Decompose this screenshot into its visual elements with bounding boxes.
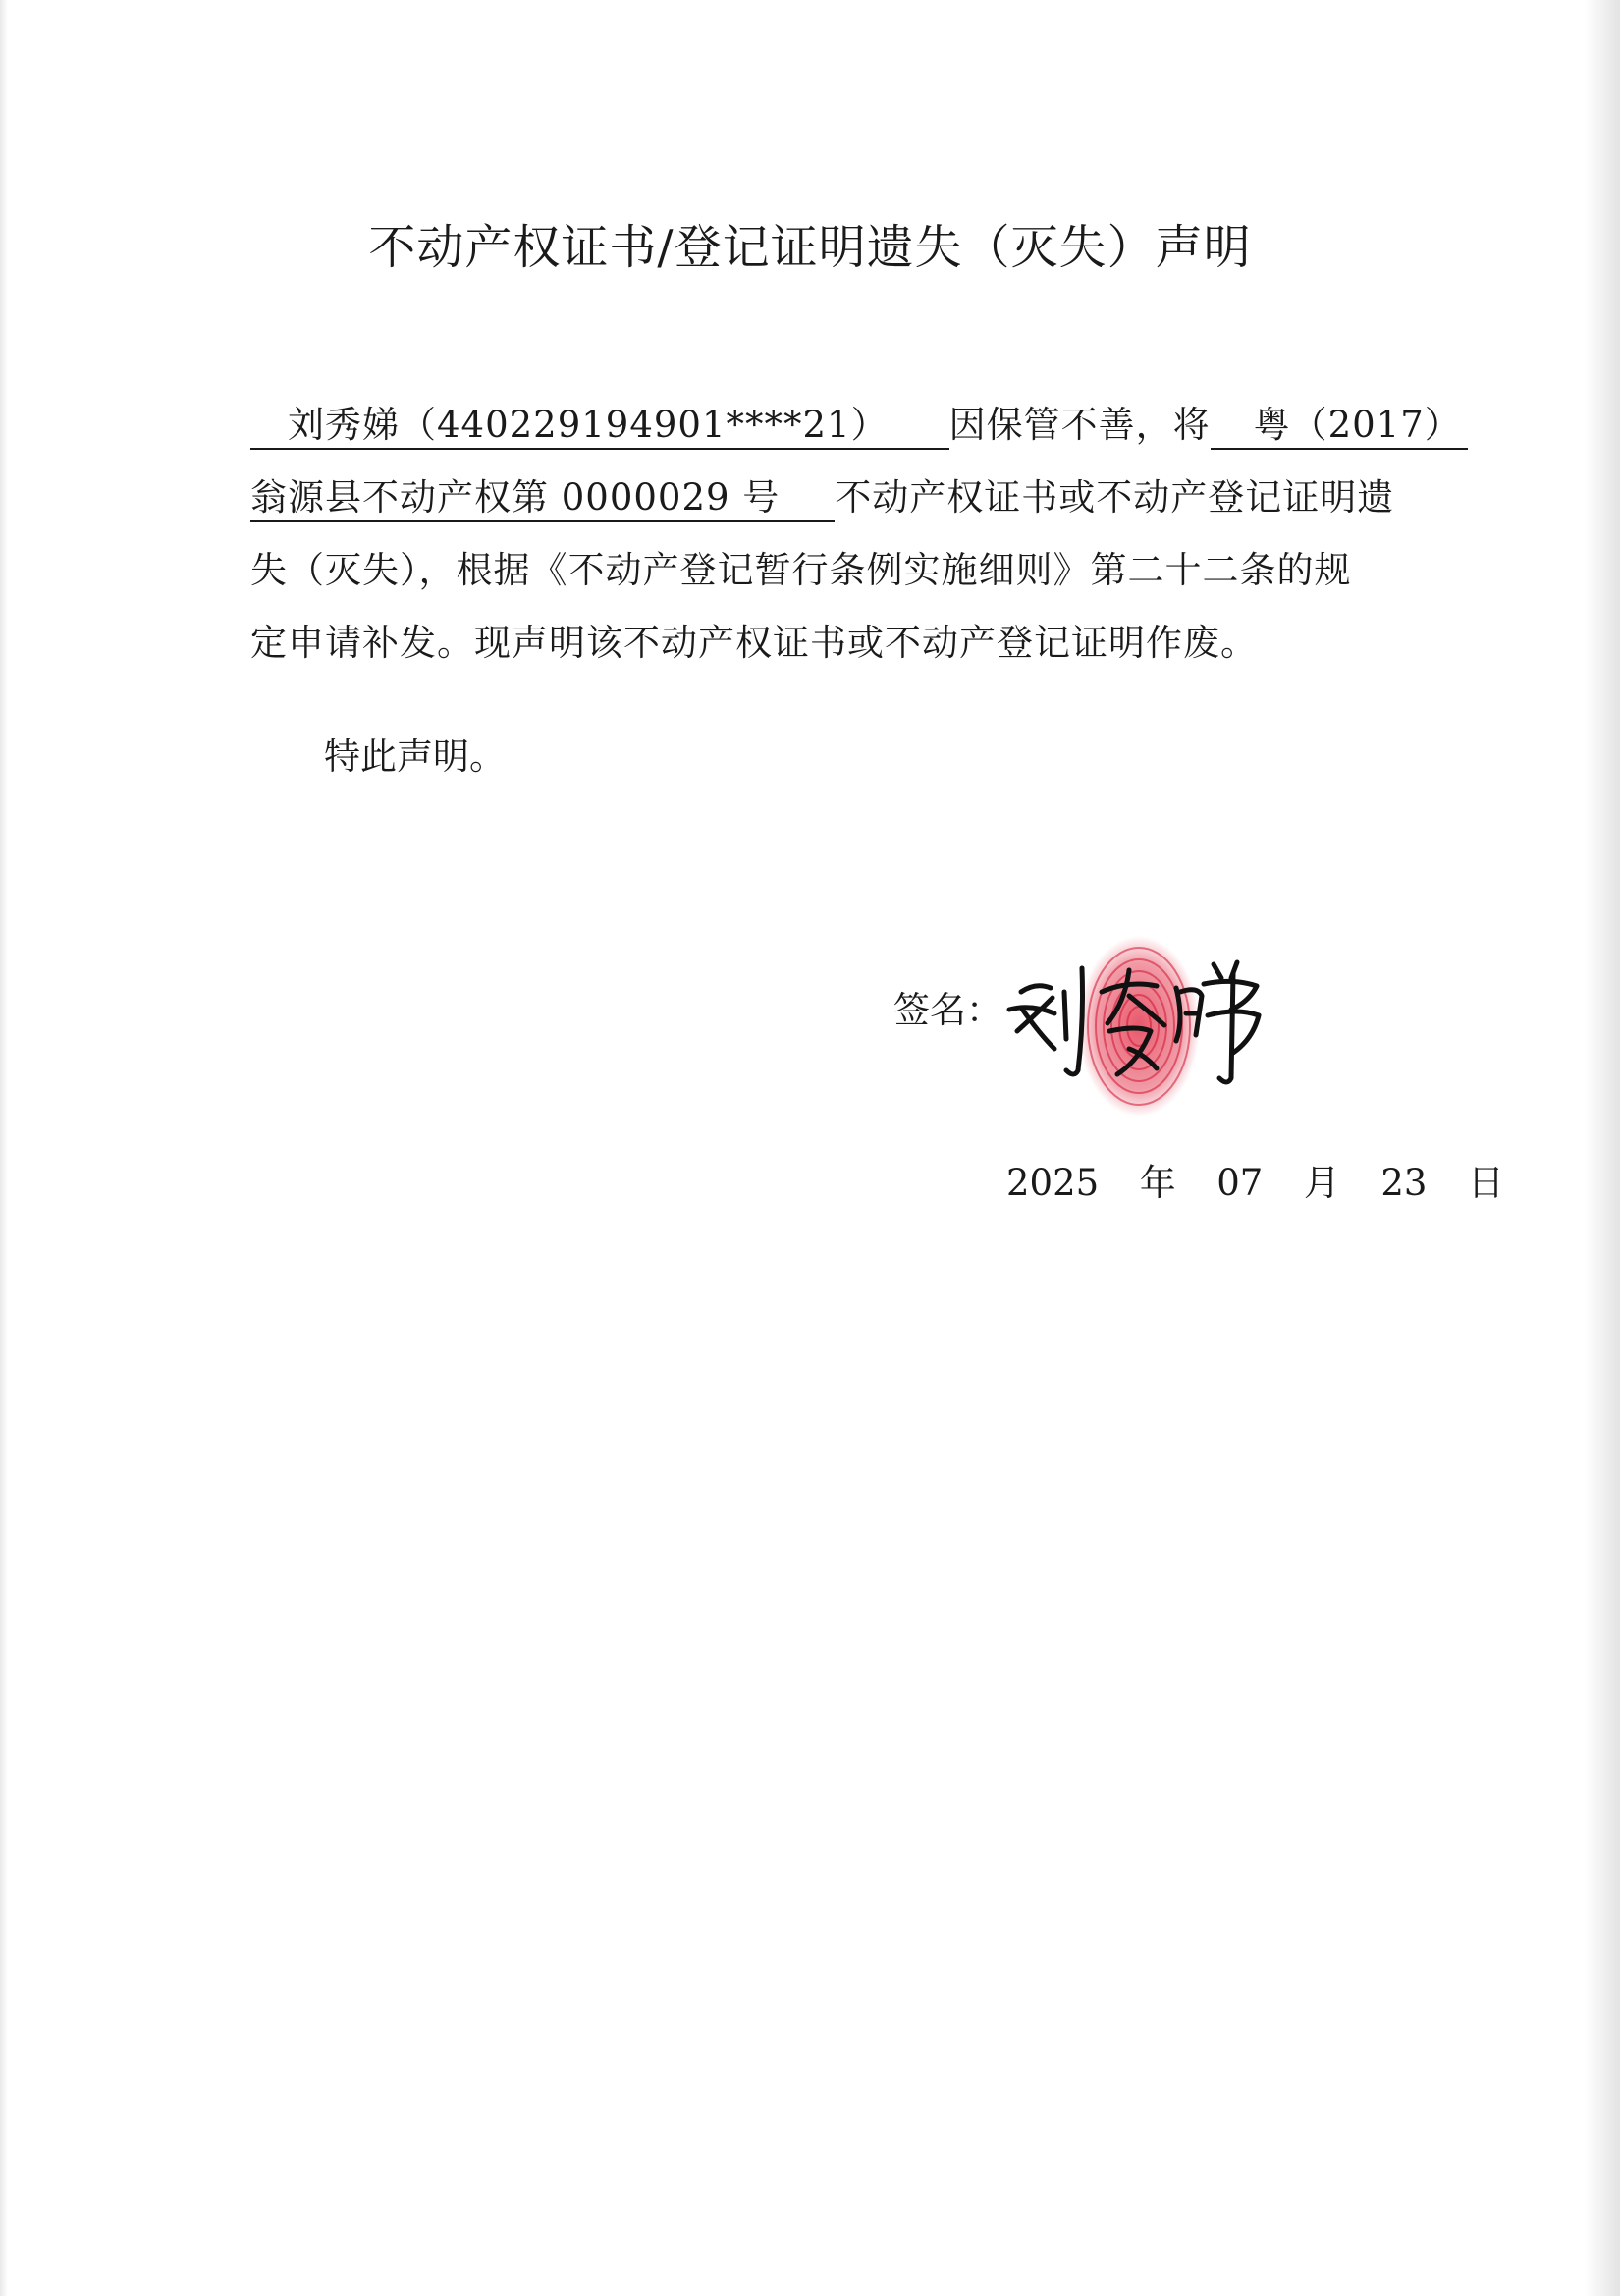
body-line-1 [250,389,1462,462]
signature-label: 签名： [893,989,1002,1031]
date-month-unit: 月 [1303,1162,1340,1204]
document-date [1006,1159,1504,1208]
body-text-mid: 因保管不善，将 [948,404,1211,446]
date-year-unit: 年 [1139,1162,1176,1204]
body-line-2 [250,462,1395,534]
page-edge-shadow-right [1585,0,1620,2296]
applicant-name-id [250,404,949,450]
certificate-number-part2 [250,476,835,522]
date-day: 23 [1380,1162,1428,1204]
date-month: 07 [1216,1162,1264,1204]
certificate-number-part1 [1211,404,1468,450]
date-year: 2025 [1006,1162,1100,1204]
document-body [250,389,1462,680]
handwritten-signature-with-fingerprint [992,923,1286,1120]
document-title: 不动产权证书/登记证明遗失（灭失）声明 [368,220,1252,275]
applicant-name-id-text: 刘秀娣（440229194901****21） [288,404,889,446]
certificate-number-part2-text: 翁源县不动产权第 0000029 号 [250,476,781,519]
closing-statement: 特此声明。 [324,736,506,778]
body-line-4: 定申请补发。现声明该不动产权证书或不动产登记证明作废。 [250,622,1258,664]
date-day-unit: 日 [1468,1162,1505,1204]
body-text-end: 不动产权证书或不动产登记证明遗 [835,476,1395,519]
certificate-number-part1-text: 粤（2017） [1253,404,1462,446]
body-line-3: 失（灭失），根据《不动产登记暂行条例实施细则》第二十二条的规 [250,549,1352,591]
page-edge-shadow-left [0,0,8,2296]
